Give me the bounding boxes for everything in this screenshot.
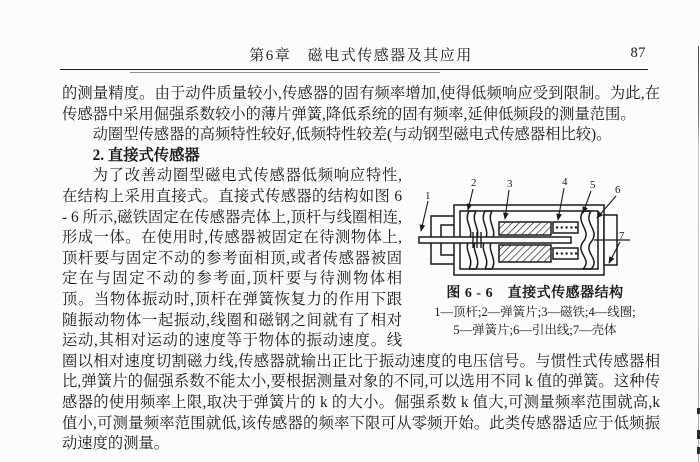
figure-legend-line-1: 1—顶杆;2—弹簧片;3—磁铁;4—线圈; bbox=[434, 305, 636, 320]
push-rod bbox=[419, 237, 571, 243]
figure-legend-line-2: 5—弹簧片;6—引出线;7—壳体 bbox=[453, 323, 617, 338]
part-label-3: 3 bbox=[507, 178, 513, 191]
body-text bbox=[62, 84, 660, 455]
page-number: 87 bbox=[630, 45, 646, 61]
part-label-6: 6 bbox=[615, 184, 621, 197]
section-heading-direct-type: 2. 直接式传感器 bbox=[92, 146, 200, 164]
scan-edge-artifact bbox=[698, 46, 700, 462]
header-rule bbox=[60, 69, 648, 70]
figure-caption: 图 6 - 6 直接式传感器结构 bbox=[446, 286, 624, 302]
part-label-7: 7 bbox=[619, 230, 625, 243]
running-head bbox=[62, 44, 660, 66]
figure-6-6 bbox=[410, 170, 660, 339]
part-label-1: 1 bbox=[425, 190, 431, 203]
part-label-2: 2 bbox=[471, 177, 477, 190]
part-label-4: 4 bbox=[562, 176, 568, 189]
figure-caption-block bbox=[410, 284, 660, 339]
header-rule-scan-double bbox=[130, 72, 440, 73]
paragraph-moving-coil-summary: 动圈型传感器的高频特性较好,低频特性较差(与动钢型磁电式传感器相比较)。 bbox=[92, 126, 612, 144]
paragraph-direct-type-section bbox=[62, 166, 660, 454]
sensor-structure-diagram bbox=[416, 170, 634, 282]
spring-plate-right bbox=[581, 211, 594, 269]
chapter-title: 第6章 磁电式传感器及其应用 bbox=[249, 48, 473, 64]
part-label-5: 5 bbox=[590, 179, 596, 192]
paragraph-measure-precision: 的测量精度。由于动件质量较小,传感器的固有频率增加,使得低频响应受到限制。为此,在传感器中采用倔强系数较小的薄片弹簧,降低系统的固有频率,延伸低频段的测量范围。 bbox=[62, 85, 660, 123]
paragraph-direct-type: 为了改善动圈型磁电式传感器低频响应特性,在结构上采用直接式。直接式传感器的结构如图 6 - 6 所示,磁铁固定在传感器壳体上,顶杆与线圈相连,形成一体。在使用时,传感器被固定在待测物体上,顶杆要与固定不动的参考面相顶,或者传感器被固定在与固定不动的参考面,顶杆要与待测物体相顶。当物体振动时,顶杆在弹簧恢复力的作用下跟随振动物体一起振动,线圈和磁钢之间就有了相对运动,其相对运动的速度等于物体的振动速度。线圈以相对速度切割磁力线,传感器就输出正比于振动速度的电压信号。与惯性式传感器相比,弹簧片的倔强系数不能太小,要根据测量对象的不同,可以选用不同 k 值的弹簧。这种传感器的使用频率上限,取决于弹簧片的 k 的大小。倔强系数 k 值大,可测量频率范围就高,k 值小,可测量频率范围就低,该传感器的频率下限可从零频开始。此类传感器适应于低频振动速度的测量。 bbox=[62, 167, 660, 453]
